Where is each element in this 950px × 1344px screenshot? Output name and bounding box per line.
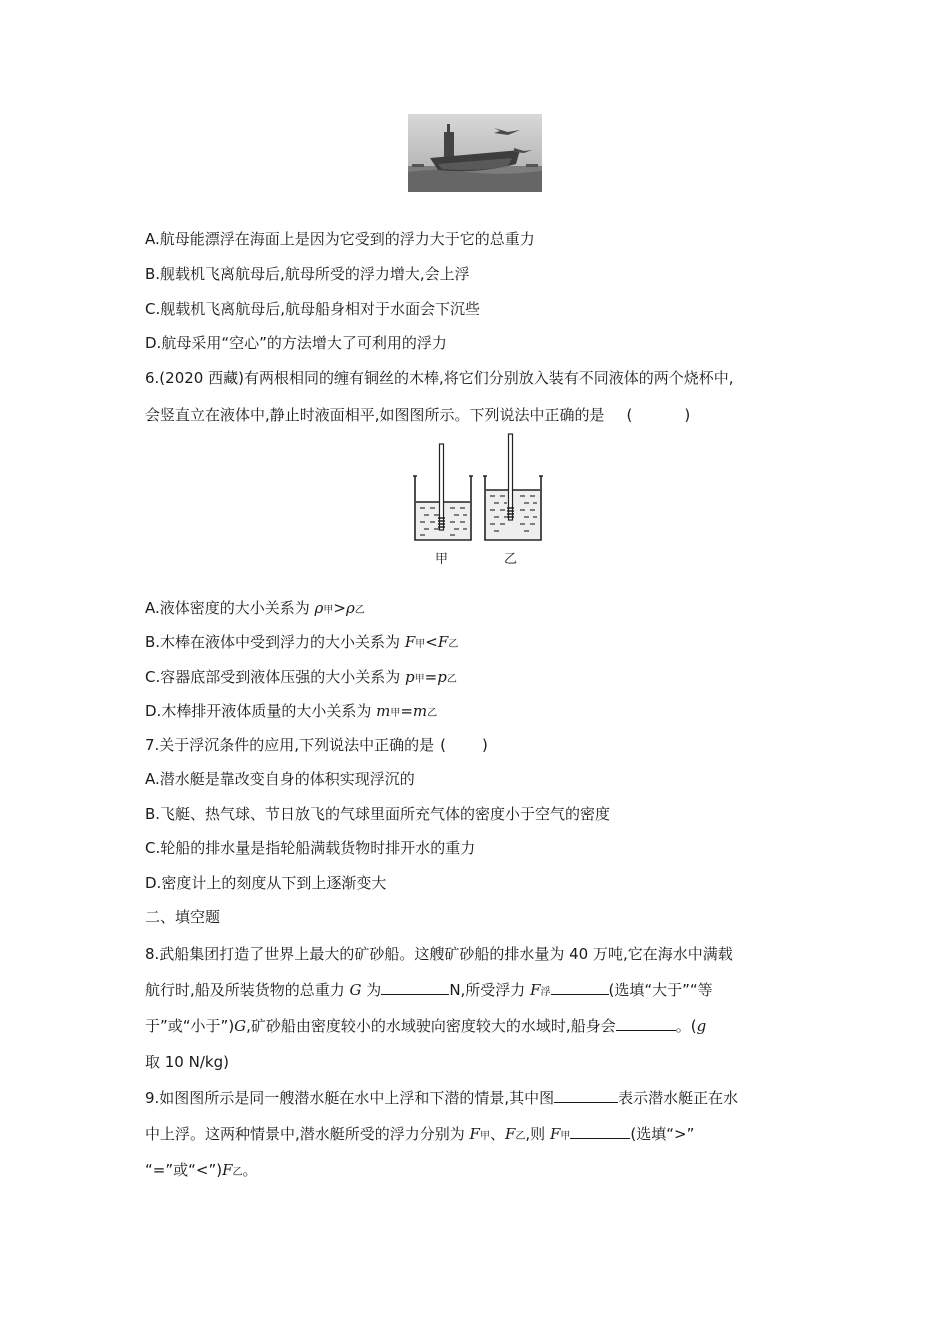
q7-option-d: D.密度计上的刻度从下到上逐渐变大 [145,874,387,892]
q7-option-b: B.飞艇、热气球、节日放飞的气球里面所充气体的密度小于空气的密度 [145,805,611,823]
beakers-figure [405,432,555,567]
q6-option-c: C.容器底部受到液体压强的大小关系为 p甲=p乙 [145,668,457,686]
q6-option-d: D.木棒排开液体质量的大小关系为 m甲=m乙 [145,702,438,720]
q6-option-a: A.液体密度的大小关系为 ρ甲>ρ乙 [145,599,365,617]
q8-line1: 8.武船集团打造了世界上最大的矿砂船。这艘矿砂船的排水量为 40 万吨,它在海水中满载 [145,945,733,963]
q7-stem: 7.关于浮沉条件的应用,下列说法中正确的是 ( ) [145,736,488,754]
q5-option-a: A.航母能漂浮在海面上是因为它受到的浮力大于它的总重力 [145,230,535,248]
q7-option-a: A.潜水艇是靠改变自身的体积实现浮沉的 [145,770,415,788]
beaker-label-jia: 甲 [435,552,449,567]
q9-line1: 9.如图图所示是同一艘潜水艇在水中上浮和下潜的情景,其中图 表示潜水艇正在水 [145,1089,739,1107]
q8-line2: 航行时,船及所装货物的总重力 G 为 N,所受浮力 F浮 (选填“大于”“等 [145,981,713,999]
q8-line4: 取 10 N/kg) [145,1053,229,1071]
q8-line3: 于”或“小于”)G,矿砂船由密度较小的水域驶向密度较大的水域时,船身会 。(g [145,1017,707,1035]
q9-line3: “=”或“<”)F乙。 [145,1161,258,1179]
q8-blank-1[interactable] [381,980,449,995]
q5-option-d: D.航母采用“空心”的方法增大了可利用的浮力 [145,334,447,352]
beakers-diagram [405,432,555,547]
q5-option-c: C.舰载机飞离航母后,航母船身相对于水面会下沉些 [145,300,481,318]
q9-blank-1[interactable] [554,1088,618,1103]
q6-stem-line2: 会竖直立在液体中,静止时液面相平,如图图所示。下列说法中正确的是 ( ) [145,406,691,424]
q6-option-b: B.木棒在液体中受到浮力的大小关系为 F甲<F乙 [145,633,459,651]
q5-option-b: B.舰载机飞离航母后,航母所受的浮力增大,会上浮 [145,265,470,283]
q8-blank-3[interactable] [616,1016,676,1031]
q9-blank-2[interactable] [570,1124,630,1139]
q6-stem-line1: 6.(2020 西藏)有两根相同的缠有铜丝的木棒,将它们分别放入装有不同液体的两个烧杯中, [145,369,734,387]
section-fill-in-heading: 二、填空题 [145,908,221,926]
q9-line2: 中上浮。这两种情景中,潜水艇所受的浮力分别为 F甲、F乙,则 F甲 (选填“>” [145,1125,695,1143]
q8-blank-2[interactable] [551,980,609,995]
aircraft-carrier-photo [408,114,542,192]
q7-option-c: C.轮船的排水量是指轮船满载货物时排开水的重力 [145,839,476,857]
beaker-label-yi: 乙 [504,552,518,567]
